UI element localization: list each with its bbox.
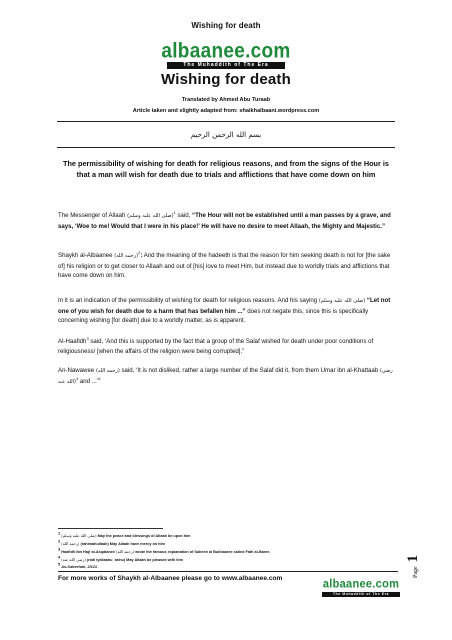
- page-title: Wishing for death: [161, 71, 291, 88]
- footer-link-text: For more works of Shaykh al-Albaanee please go to www.albaanee.com: [58, 575, 283, 582]
- footnote-item: $^1$ (صلى الله عليه وسلم) May the peace and blessings of Allaah be upon him: [58, 530, 191, 538]
- basmala: بسم الله الرحمن الرحيم: [190, 131, 262, 139]
- footer-logo: [318, 574, 404, 597]
- footnote-divider: [58, 528, 163, 529]
- footnote-marker: 4: [75, 375, 79, 381]
- footnotes: [58, 532, 358, 571]
- arabic-salutation: (صلى الله عليه وسلم): [318, 298, 366, 304]
- paragraph-albaanee: Shaykh al-Albaanee (رحمه الله)$^2$: And the meaning of the hadeeth is that the reason for him seeking death is not for [the sake of] his religion or to get closer to Allaah and out of [his] love to meet Him, but instead due to worldly trials and afflictions that have come down on him.: [58, 249, 391, 280]
- paragraph-haafidh: Al-Haafidh$^3$ said, ‘And this is supported by the fact that a group of the Salaf wished for death under poor conditions of religiousness/ [when the affairs of the religion were being corrupted].”: [58, 335, 374, 355]
- page-number: Page 1: [405, 554, 421, 578]
- logo-wordmark: albaanee.com: [322, 577, 400, 591]
- footnote-marker: 5: [98, 375, 101, 381]
- paragraph-hadeeth: The Messenger of Allaah (صلى الله عليه وسلم)$^1$ said, “The Hour will not be established until a man passes by a grave, and says, ‘Woe to me! Would that I were in his place!’ He will have no desire to meet Allaah, the Mighty and Majestic.”: [58, 209, 391, 230]
- running-title: Wishing for death: [191, 21, 261, 30]
- source-credit: Article taken and slightly adapted from: shaikhalbaani.wordpress.com: [132, 108, 320, 114]
- footnote-marker: 3: [86, 335, 89, 341]
- footnote-marker: 1: [173, 209, 176, 215]
- paragraph-nawawee: An-Nawawee (رحمه الله) said, ‘It is not disliked, rather a large number of the Salaf did it, from them Umar ibn al-Khattaab (رضي الله عنه)$^4$ and ...’$^5$: [58, 367, 393, 385]
- article-subheading: The permissibility of wishing for death for religious reasons, and from the signs of the Hour is that a man will wish for death due to trials and afflictions that have come down on him: [63, 159, 389, 179]
- header-divider: [57, 121, 395, 122]
- footnote-item: $^3$ Haafidh Ibn Hajr al-Asqalanee (رحمه الله) wrote the famous explanation of Saheeh al Bukhaaree called Fath al-Baree.: [58, 546, 271, 555]
- hadeeth-quote: “The Hour will not be established until a man passes by a grave, and says, ‘Woe to me! Would that I were in his place!’ He will have no desire to meet Allaah, the Mighty and Majestic.”: [58, 212, 391, 230]
- logo-wordmark: albaanee.com: [161, 39, 291, 63]
- arabic-supplication: (رضي الله عنه): [58, 368, 393, 385]
- hadeeth-quote: “Let not one of you wish for death due to a harm that has befallen him ...”: [58, 297, 391, 315]
- arabic-supplication: (رحمه الله): [95, 368, 120, 374]
- site-logo: [0, 39, 452, 69]
- arabic-salutation: (صلى الله عليه وسلم): [127, 213, 174, 219]
- basmala-divider: [57, 147, 395, 148]
- logo-tagline: The Muhaddith of The Era: [167, 62, 285, 69]
- arabic-supplication: (رحمه الله): [114, 253, 139, 259]
- footnote-marker: 2: [138, 249, 141, 255]
- logo-tagline: The Muhaddith of The Era: [322, 592, 400, 597]
- paragraph-permissibility: In it is an indication of the permissibility of wishing for death for religious reasons. And his saying (صلى الله عليه وسلم) “Let not one of you wish for death due to a harm that has befallen him ...” does not negate this, since this is specifically concerning wishing [for death] due to a worldly matter, as is apparent.: [58, 297, 391, 325]
- footer-divider: [58, 571, 398, 572]
- footnote-item: $^2$ (رحمه الله) (rahimahullaah) May Allaah have mercy on him: [58, 538, 165, 547]
- footnote-item: $^5$ As-Saheehah, 2/121.: [58, 562, 99, 570]
- footnote-item: $^4$ (رضي الله عنه) (radi iyallaahu `anhu) May Allaah be pleased with him: [58, 555, 183, 563]
- translator-credit: Translated by Ahmed Abu Turaab: [181, 97, 271, 103]
